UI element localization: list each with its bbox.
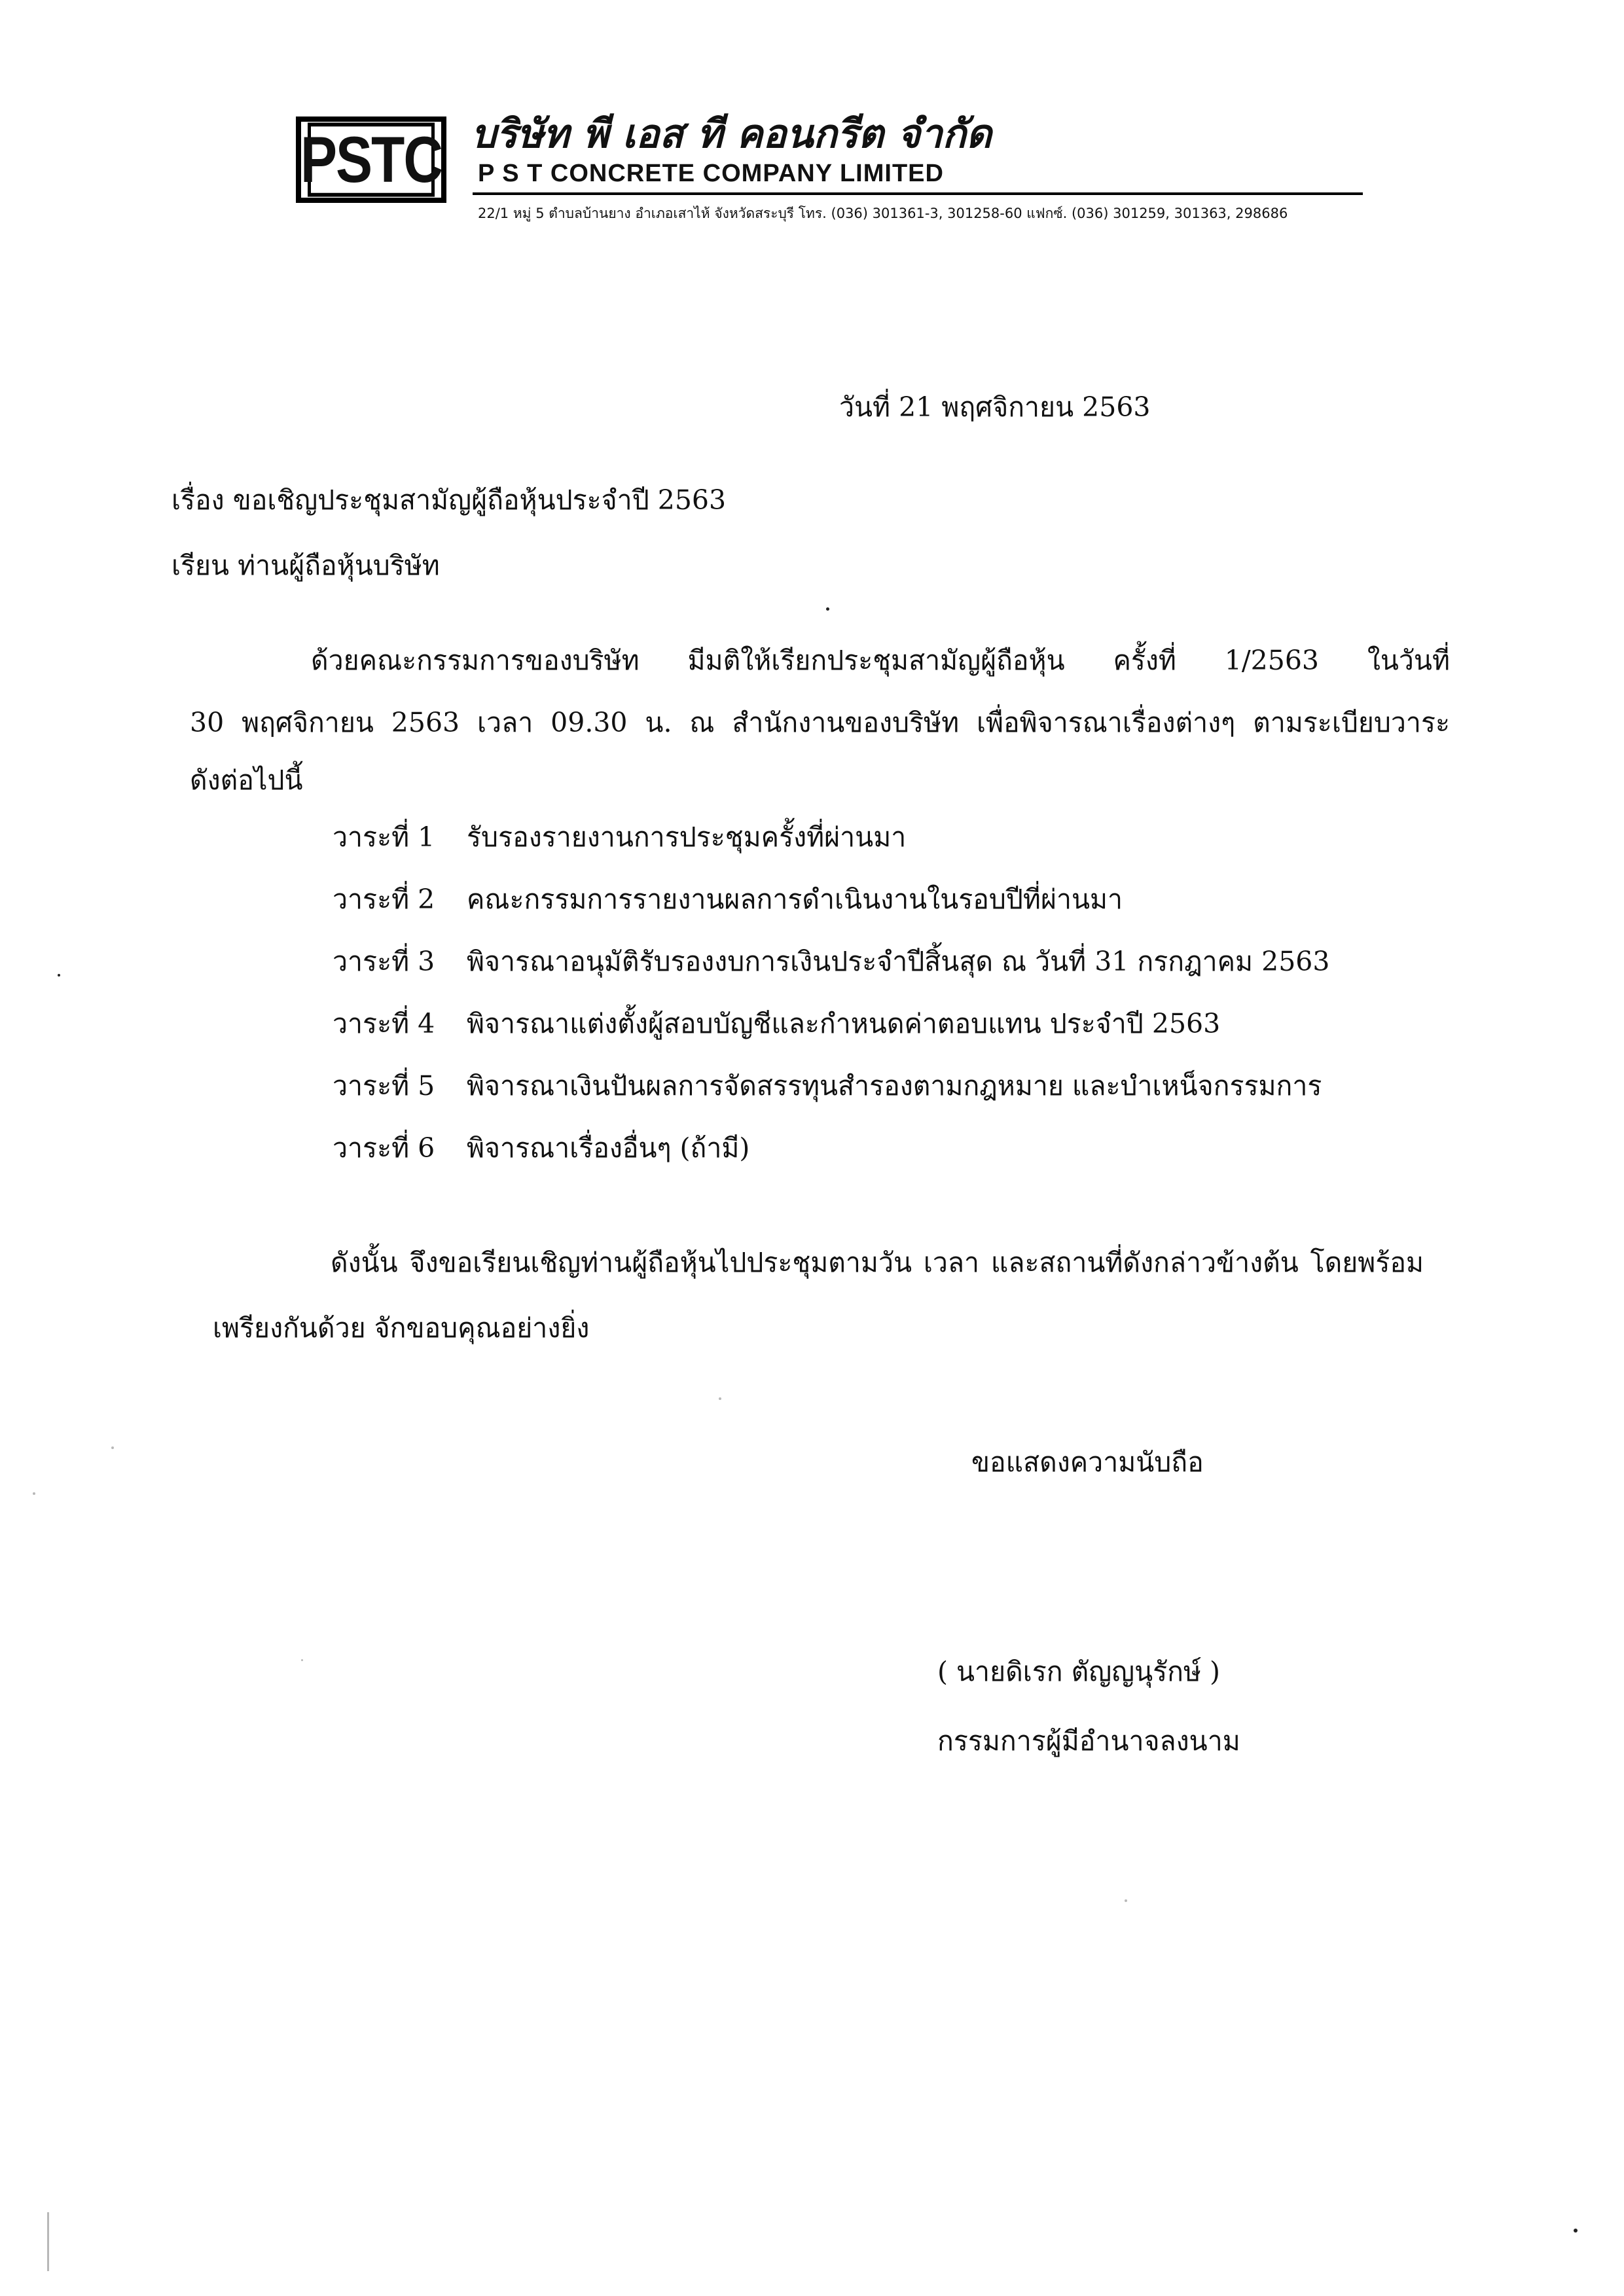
closing-paragraph-line-2: เพรียงกันด้วย จักขอบคุณอย่างยิ่ง — [213, 1312, 590, 1344]
company-address: 22/1 หมู่ 5 ตำบลบ้านยาง อำเภอเสาไห้ จังหวัดสระบุรี โทร. (036) 301361-3, 301258-60 แฟกซ์. (036) 301259, 301363, 298686 — [478, 206, 1288, 221]
scan-speck — [719, 1397, 721, 1400]
letterhead-divider — [473, 192, 1363, 195]
agenda-number: วาระที่ 2 — [333, 884, 435, 915]
agenda-number: วาระที่ 5 — [333, 1070, 435, 1102]
scan-edge-mark — [47, 2212, 49, 2271]
agenda-text: พิจารณาเรื่องอื่นๆ (ถ้ามี) — [467, 1132, 750, 1164]
company-name-english: P S T CONCRETE COMPANY LIMITED — [478, 160, 944, 187]
agenda-number: วาระที่ 1 — [333, 821, 435, 853]
scan-speck — [826, 607, 829, 611]
agenda-text: คณะกรรมการรายงานผลการดำเนินงานในรอบปีที่ผ่านมา — [467, 884, 1123, 915]
agenda-text: พิจารณาเงินปันผลการจัดสรรทุนสำรองตามกฎหมาย และบำเหน็จกรรมการ — [467, 1070, 1322, 1102]
agenda-number: วาระที่ 3 — [333, 946, 435, 977]
agenda-item — [333, 946, 1329, 1008]
scan-speck — [111, 1446, 114, 1449]
agenda-number: วาระที่ 6 — [333, 1132, 435, 1164]
complimentary-close: ขอแสดงความนับถือ — [971, 1446, 1204, 1478]
intro-paragraph-line-3: ดังต่อไปนี้ — [190, 764, 303, 796]
company-logo-text: PSTC — [300, 123, 442, 196]
agenda-item — [333, 1132, 1329, 1194]
intro-paragraph-line-1: ด้วยคณะกรรมการของบริษัท มีมติให้เรียกประชุมสามัญผู้ถือหุ้น ครั้งที่ 1/2563 ในวันที่ — [311, 645, 1450, 676]
scan-speck — [58, 974, 60, 977]
scan-speck — [1574, 2229, 1578, 2233]
signer-name: ( นายดิเรก ตัญญนุรักษ์ ) — [937, 1656, 1221, 1687]
agenda-list — [333, 821, 1329, 1194]
agenda-item — [333, 1008, 1329, 1070]
agenda-item — [333, 1070, 1329, 1132]
letter-subject: เรื่อง ขอเชิญประชุมสามัญผู้ถือหุ้นประจำปี 2563 — [171, 484, 727, 516]
scan-speck — [301, 1659, 303, 1661]
signer-title: กรรมการผู้มีอำนาจลงนาม — [937, 1725, 1240, 1757]
company-name-thai: บริษัท พี เอส ที คอนกรีต จำกัด — [471, 111, 992, 157]
letter-date: วันที่ 21 พฤศจิกายน 2563 — [839, 391, 1151, 423]
intro-paragraph-line-2: 30 พฤศจิกายน 2563 เวลา 09.30 น. ณ สำนักงานของบริษัท เพื่อพิจารณาเรื่องต่างๆ ตามระเบียบวาระ — [190, 707, 1450, 738]
agenda-text: รับรองรายงานการประชุมครั้งที่ผ่านมา — [467, 821, 907, 853]
scan-speck — [33, 1492, 35, 1495]
company-logo — [296, 117, 446, 203]
agenda-text: พิจารณาอนุมัติรับรองงบการเงินประจำปีสิ้นสุด ณ วันที่ 31 กรกฎาคม 2563 — [467, 946, 1330, 977]
letter-salutation: เรียน ท่านผู้ถือหุ้นบริษัท — [171, 550, 440, 581]
agenda-item — [333, 821, 1329, 884]
agenda-number: วาระที่ 4 — [333, 1008, 435, 1039]
closing-paragraph-line-1: ดังนั้น จึงขอเรียนเชิญท่านผู้ถือหุ้นไปประชุมตามวัน เวลา และสถานที่ดังกล่าวข้างต้น โดยพร้อม — [331, 1247, 1424, 1278]
agenda-item — [333, 884, 1329, 946]
agenda-text: พิจารณาแต่งตั้งผู้สอบบัญชีและกำหนดค่าตอบแทน ประจำปี 2563 — [467, 1008, 1221, 1039]
scan-speck — [1125, 1899, 1127, 1902]
